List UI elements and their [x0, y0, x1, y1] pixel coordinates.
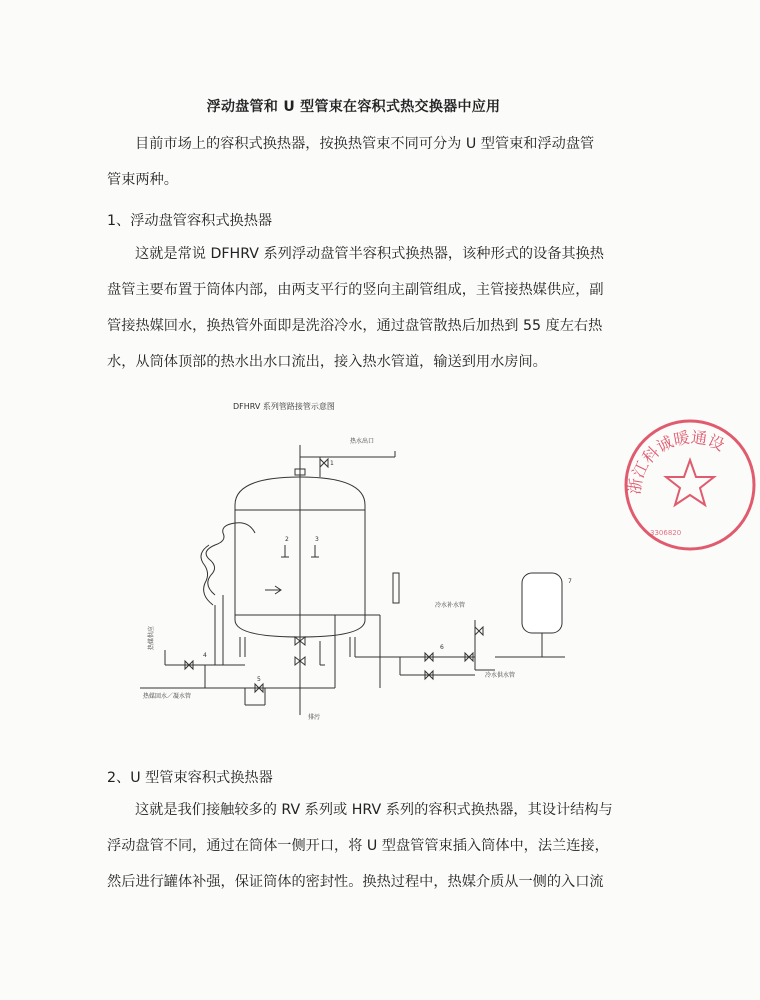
label-num-2: 2 [285, 536, 289, 543]
section2-line-3: 然后进行罐体补强，保证筒体的密封性。换热过程中，热媒介质从一侧的入口流 [107, 874, 604, 890]
seal-star-icon [666, 460, 714, 505]
seal-serial: 3306820 [650, 529, 682, 537]
intro-line-1: 目前市场上的容积式换热器，按换热管束不同可分为 U 型管束和浮动盘管 [135, 136, 595, 152]
section2-heading: 2、U 型管束容积式换热器 [107, 770, 273, 786]
section1-paragraph [107, 236, 627, 380]
label-cold-supply: 冷水供水管 [485, 672, 516, 679]
storage-vessel [522, 573, 562, 639]
label-hot-media-return: 热媒回水／凝水管 [143, 693, 192, 700]
seal-text: 浙江科诚暖通设 [624, 427, 728, 496]
section2-line-2: 浮动盘管不同，通过在筒体一侧开口，将 U 型盘管管束插入筒体中，法兰连接， [107, 838, 609, 854]
section1-heading: 1、浮动盘管容积式换热器 [107, 213, 273, 229]
diagram-title: DFHRV 系列管路接管示意图 [233, 402, 335, 411]
label-hot-media-supply: 热媒供应 [148, 625, 155, 650]
section2-paragraph [107, 792, 627, 900]
section2-line-1: 这就是我们接触较多的 RV 系列或 HRV 系列的容积式换热器，其设计结构与 [135, 802, 613, 818]
intro-line-2: 管束两种。 [107, 172, 178, 188]
label-hot-water-out: 热水出口 [350, 438, 375, 445]
label-num-7: 7 [568, 578, 572, 585]
heat-coil [201, 523, 255, 665]
label-num-1: 1 [330, 460, 334, 467]
section1-line-1: 这就是常说 DFHRV 系列浮动盘管半容积式换热器，该种形式的设备其换热 [135, 246, 604, 262]
section1-line-4: 水，从筒体顶部的热水出水口流出，接入热水管道，输送到用水房间。 [107, 354, 547, 370]
document-title: 浮动盘管和 U 型管束在容积式热交换器中应用 [206, 99, 501, 115]
piping-diagram [145, 395, 615, 720]
label-num-3: 3 [315, 536, 319, 543]
label-num-4: 4 [203, 652, 207, 659]
label-cold-makeup: 冷水补水管 [435, 602, 466, 609]
section1-line-3: 管接热媒回水，换热管外面即是洗浴冷水，通过盘管散热后加热到 55 度左右热 [107, 318, 603, 334]
sensor-markers [265, 545, 319, 594]
label-drain: 排污 [308, 714, 321, 721]
label-num-6: 6 [440, 644, 444, 651]
company-seal [620, 415, 760, 555]
label-num-5: 5 [257, 676, 261, 683]
intro-paragraph [107, 126, 627, 198]
section1-line-2: 盘管主要布置于筒体内部，由两支平行的竖向主副管组成，主管接热媒供应，副 [107, 282, 604, 298]
